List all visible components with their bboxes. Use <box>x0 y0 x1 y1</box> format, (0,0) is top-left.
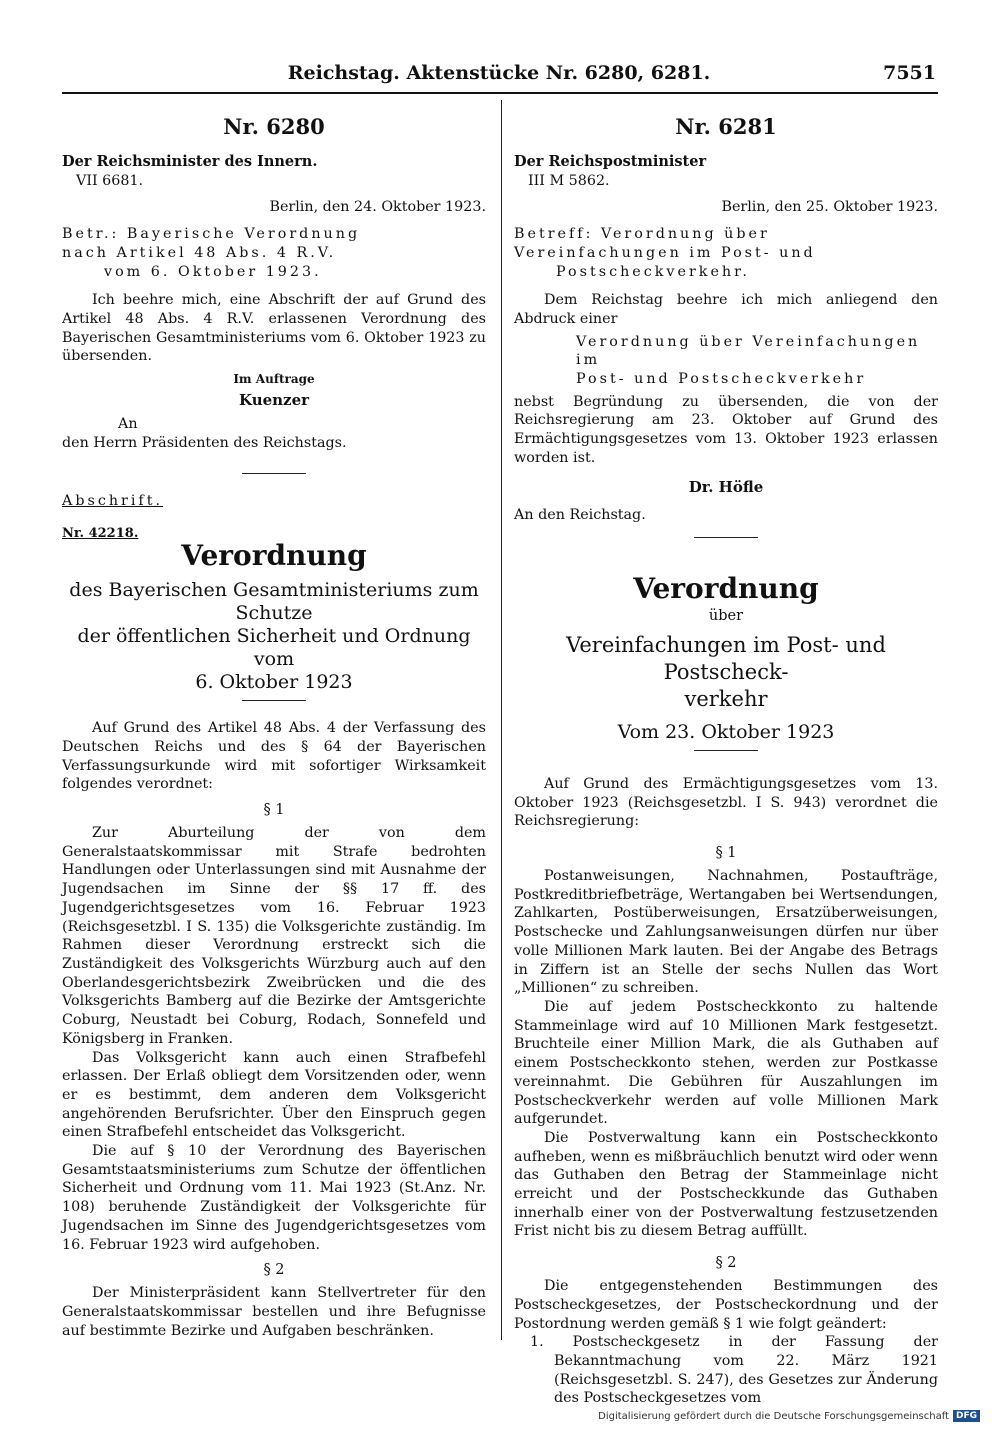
reference: VII 6681. <box>76 172 144 189</box>
right-column <box>514 100 938 1408</box>
column-divider <box>501 100 502 1340</box>
left-column <box>62 100 486 1340</box>
section-paragraph: Die Postverwaltung kann ein Postscheckkonto aufheben, wenn es mißbräuchlich benutzt wird oder wenn das Guthaben den Betrag der Stammeinlage nicht erreicht und der Postscheckkunde das Guthaben innerhalb einer von der Postverwaltung festzusetzenden Frist nicht bis zu diesem Betrag auffüllt. <box>514 1129 938 1240</box>
betr-line: Vereinfachungen im Post- und <box>514 244 816 261</box>
list-item: 1. Postscheckgesetz in der Fassung der Bekanntmachung vom 22. März 1921 (Reichsgesetzbl. S. 247), des Gesetzes zur Änderung des Postscheckgesetzes vom <box>530 1334 938 1407</box>
ordinance-heading: Verordnung <box>633 571 819 605</box>
section-paragraph: Postanweisungen, Nachnahmen, Postaufträge, Postkreditbriefbeträge, Wertangaben bei Wertsendungen, Zahlkarten, Postüberweisungen, Ersatzüberweisungen, Postschecke und Zahlungsanweisungen dürfen nur über volle Millionen Mark lauten. Bei der Angabe des Betrags in Ziffern ist an Stelle der sechs Nullen das Wort „Millionen“ zu schreiben. <box>514 868 938 997</box>
letter-text: nebst Begründung zu übersenden, die von der Reichsregierung am 23. Oktober auf Grund des Ermächtigungsgesetzes vom 13. Oktober 1923 erlassen worden ist. <box>514 393 938 466</box>
footer-credit <box>598 1410 980 1422</box>
betr-line: nach Artikel 48 Abs. 4 R.V. <box>62 244 337 261</box>
ordinance-intro: Auf Grund des Artikel 48 Abs. 4 der Verfassung des Deutschen Reichs und des § 64 der Bayerischen Verfassungsurkunde wird mit sofortiger Wirksamkeit folgendes verordnet: <box>62 720 486 793</box>
place-date: Berlin, den 24. Oktober 1923. <box>269 199 486 216</box>
betr-line: Betr.: Bayerische Verordnung <box>62 226 361 243</box>
page-number: 7551 <box>883 62 936 84</box>
document-number: Nr. 6280 <box>223 114 325 139</box>
running-header <box>62 60 936 90</box>
letter-text: Ich beehre mich, eine Abschrift der auf Grund des Artikel 48 Abs. 4 R.V. erlassenen Verordnung des Bayerischen Gesamtministeriums vom 6. Oktober 1923 zu übersenden. <box>62 292 486 365</box>
letter-title-line: Post- und Postscheckverkehr <box>576 371 867 388</box>
heading-rule <box>242 700 306 701</box>
place-date: Berlin, den 25. Oktober 1923. <box>721 199 938 216</box>
reference: III M 5862. <box>528 172 610 189</box>
abschrift-label: Abschrift. <box>62 492 164 509</box>
section-paragraph: Die auf jedem Postscheckkonto zu haltende Stammeinlage wird auf 10 Millionen Mark festgesetzt. Bruchteile einer Million Mark, die als Guthaben auf einem Postscheckkonto stehen, werden zur Postkasse vereinnahmt. Die Gebühren für Auszahlungen im Postscheckverkehr werden auf volle Millionen Mark aufgerundet. <box>514 998 938 1128</box>
ordinance-intro: Auf Grund des Ermächtigungsgesetzes vom 13. Oktober 1923 (Reichsgesetzbl. I S. 943) verordnet die Reichsregierung: <box>514 775 938 830</box>
header-title: Reichstag. Aktenstücke Nr. 6280, 6281. <box>287 62 711 84</box>
ordinance-date: Vom 23. Oktober 1923 <box>617 720 835 743</box>
signature: Dr. Höfle <box>688 477 764 496</box>
im-auftrage: Im Auftrage <box>233 372 315 387</box>
ordinance-subheading-line: 6. Oktober 1923 <box>195 671 353 694</box>
footer-text: Digitalisierung gefördert durch die Deutsche Forschungsgemeinschaft <box>598 1410 949 1422</box>
section-label: § 2 <box>263 1262 285 1279</box>
ordinance-ueber: über <box>708 607 744 624</box>
letter-text: Dem Reichstag beehre ich mich anliegend den Abdruck einer <box>514 292 938 327</box>
betr-line: Betreff: Verordnung über <box>514 226 770 243</box>
header-rule <box>62 92 938 94</box>
section-rule <box>694 537 758 538</box>
abschrift-number: Nr. 42218. <box>62 525 139 541</box>
ordinance-heading: Verordnung <box>181 539 367 573</box>
section-paragraph: Der Ministerpräsident kann Stellvertreter für den Generalstaatskommissar bestellen und ihre Befugnisse auf bestimmte Bezirke und Aufgaben beschränken. <box>62 1285 486 1339</box>
heading-rule <box>694 750 758 751</box>
betr-line: Postscheckverkehr. <box>556 263 750 280</box>
ordinance-subheading-line: Vereinfachungen im Post- und Postscheck- <box>566 632 886 684</box>
dfg-logo: DFG <box>953 1410 980 1422</box>
section-label: § 1 <box>263 802 285 819</box>
section-label: § 1 <box>715 845 737 862</box>
betr-line: vom 6. Oktober 1923. <box>104 263 322 280</box>
ordinance-subheading-line: des Bayerischen Gesamtministeriums zum Schutze <box>69 579 479 625</box>
ordinance-subheading-line: der öffentlichen Sicherheit und Ordnung vom <box>77 625 471 671</box>
letter-title-line: Verordnung über Vereinfachungen im <box>576 333 921 369</box>
recipient: An den Reichstag. <box>514 507 646 524</box>
sender: Der Reichspostminister <box>514 153 707 170</box>
section-rule <box>242 473 306 474</box>
sender: Der Reichsminister des Innern. <box>62 153 318 170</box>
ordinance-subheading-line: verkehr <box>684 686 768 711</box>
section-paragraph: Zur Aburteilung der von dem Generalstaatskommissar mit Strafe bedrohten Handlungen oder Unterlassungen sind mit Ausnahme der Jugendsachen im Sinne der §§ 17 ff. des Jugendgerichtsgesetzes vom 16. Februar 1923 (Reichsgesetzbl. I S. 135) die Volksgerichte zuständig. Im Rahmen dieser Verordnung erstreckt sich die Zuständigkeit des Volksgerichts Würzburg auch auf den Oberlandesgerichtsbezirk Zweibrücken und die des Volksgerichts Bamberg auf die Bezirke der Amtsgerichte Coburg, Neustadt bei Coburg, Rodach, Sonnefeld und Königsberg in Franken. <box>62 825 486 1047</box>
signature: Kuenzer <box>238 390 310 409</box>
recipient: den Herrn Präsidenten des Reichstags. <box>62 435 347 452</box>
an-label: An <box>118 416 138 433</box>
section-label: § 2 <box>715 1255 737 1272</box>
section-paragraph: Die entgegenstehenden Bestimmungen des Postscheckgesetzes, der Postscheckordnung und der Postordnung werden gemäß § 1 wie folgt geändert: <box>514 1278 938 1332</box>
document-number: Nr. 6281 <box>675 114 777 139</box>
section-paragraph: Die auf § 10 der Verordnung des Bayerischen Gesamtstaatsministeriums zum Schutze der öffentlichen Sicherheit und Ordnung vom 11. Mai 1923 (St.Anz. Nr. 108) beruhende Zuständigkeit der Volksgerichte für Jugendsachen im Sinne des Jugendgerichtsgesetzes vom 16. Februar 1923 wird aufgehoben. <box>62 1143 486 1253</box>
section-paragraph: Das Volksgericht kann auch einen Strafbefehl erlassen. Der Erlaß obliegt dem Vorsitzenden oder, wenn er es bestimmt, dem anderen dem Volksgericht angehörenden Berufsrichter. Über den Einspruch gegen einen Strafbefehl entscheidet das Volksgericht. <box>62 1049 486 1141</box>
